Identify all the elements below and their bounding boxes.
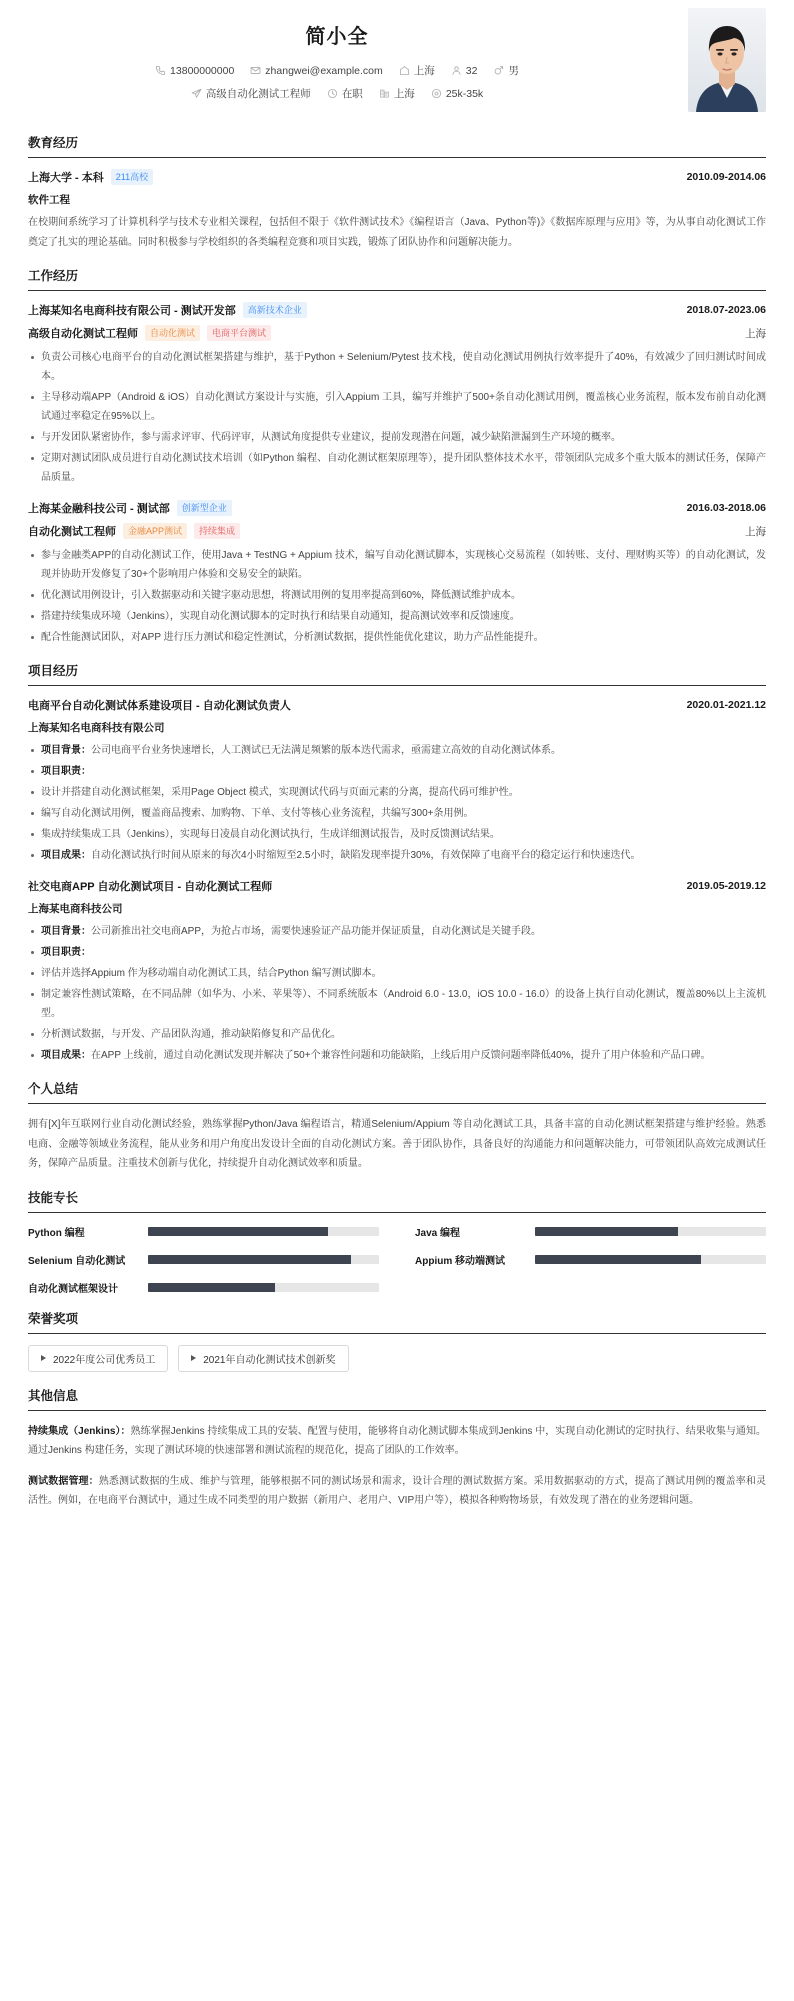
skill-row (28, 1280, 379, 1295)
contact-item (155, 65, 234, 77)
project-company: 上海某知名电商科技有限公司 (28, 722, 165, 734)
send-icon (191, 88, 202, 99)
section-title-work: 工作经历 (28, 266, 766, 291)
bullet-text: 分析测试数据，与开发、产品团队沟通，推动缺陷修复和产品优化。 (41, 1029, 341, 1040)
play-triangle-icon (191, 1355, 196, 1361)
skill-name: Appium 移动端测试 (415, 1255, 505, 1267)
bullet-text: 设计并搭建自动化测试框架，采用Page Object 模式，实现测试代码与页面元素的分离，提高代码可维护性。 (41, 787, 519, 798)
project-bullet (28, 783, 766, 802)
contact-text: zhangwei@example.com (265, 64, 383, 77)
work-entry-header (28, 302, 766, 318)
section-work (28, 266, 766, 647)
skills-grid (28, 1224, 766, 1295)
project-bullet (28, 943, 766, 962)
bullet-label: 项目职责： (41, 947, 91, 958)
project-bullet-list (28, 741, 766, 865)
phone-icon (155, 65, 166, 76)
project-entry-header (28, 697, 766, 713)
job-meta-text: 高级自动化测试工程师 (205, 88, 311, 100)
salary-icon (431, 88, 442, 99)
work-entry-header (28, 500, 766, 516)
bullet-text: 集成持续集成工具（Jenkins），实现每日凌晨自动化测试执行，生成详细测试报告，及时反馈测试结果。 (41, 829, 500, 840)
skill-name: Python 编程 (28, 1227, 85, 1239)
project-bullet (28, 1046, 766, 1065)
location-icon (399, 65, 410, 76)
project-name: 电商平台自动化测试体系建设项目 - 自动化测试负责人 (28, 700, 291, 712)
city-icon (379, 88, 390, 99)
school-name: 上海大学 - 本科 (28, 172, 104, 184)
project-date: 2020.01-2021.12 (686, 699, 766, 711)
other-info-label: 持续集成（Jenkins）： (28, 1425, 131, 1437)
page-title: 简小全 (305, 26, 369, 48)
project-bullet (28, 762, 766, 781)
mail-icon (250, 65, 261, 76)
job-meta-item (379, 86, 415, 101)
work-entry (28, 500, 766, 647)
job-title: 高级自动化测试工程师 (28, 328, 138, 340)
other-info-text: 熟练掌握Jenkins 持续集成工具的安装、配置与使用，能够将自动化测试脚本集成到Jenkins 中，实现自动化测试的定时执行、结果收集与通知。通过Jenkins 构建任务，实现了测试环境的快速部署和测试流程的规范化，提高了团队的工作效率。 (28, 1425, 766, 1456)
work-bullet: 参与金融类APP的自动化测试工作，使用Java + TestNG + Appium 技术，编写自动化测试脚本，实现核心交易流程（如转账、支付、理财购买等）的自动化测试，发现并协助开发修复了30+个影响用户体验和交易安全的缺陷。 (28, 546, 766, 584)
skill-bar (148, 1227, 379, 1236)
work-bullet: 与开发团队紧密协作，参与需求评审、代码评审，从测试角度提供专业建议，提前发现潜在问题，减少缺陷泄漏到生产环境的概率。 (28, 428, 766, 447)
section-title-education: 教育经历 (28, 133, 766, 158)
status-icon (327, 88, 338, 99)
education-entry (28, 169, 766, 252)
project-entry (28, 697, 766, 865)
gender-icon (493, 65, 504, 76)
bullet-label: 项目成果： (41, 850, 91, 861)
contact-text: 13800000000 (170, 64, 235, 77)
skill-bar-fill (535, 1227, 678, 1236)
tag-badge: 211高校 (111, 169, 153, 184)
project-bullet (28, 846, 766, 865)
work-bullet: 定期对测试团队成员进行自动化测试技术培训（如Python 编程、自动化测试框架原理等），提升团队整体技术水平，带领团队完成多个重大版本的测试任务，保障产品质量。 (28, 449, 766, 487)
education-list (28, 169, 766, 252)
award-label: 2021年自动化测试技术创新奖 (203, 1354, 336, 1366)
section-skills (28, 1188, 766, 1295)
job-meta-text: 在职 (341, 88, 363, 100)
awards-list (28, 1345, 766, 1372)
tag-badge: 持续集成 (194, 523, 240, 538)
job-meta-item (327, 86, 363, 101)
project-bullet-list (28, 922, 766, 1065)
work-role-left (28, 523, 240, 539)
tag-badge: 电商平台测试 (207, 325, 271, 340)
work-entry (28, 302, 766, 487)
tag-badge: 创新型企业 (177, 500, 232, 515)
skill-row (415, 1224, 766, 1239)
avatar (688, 8, 766, 112)
bullet-text: 公司新推出社交电商APP，为抢占市场，需要快速验证产品功能并保证质量，自动化测试是关键手段。 (91, 926, 542, 937)
skill-bar-fill (535, 1255, 701, 1264)
work-bullet: 搭建持续集成环境（Jenkins），实现自动化测试脚本的定时执行和结果自动通知，提高测试效率和反馈速度。 (28, 607, 766, 626)
skill-row (28, 1224, 379, 1239)
contact-item (250, 65, 382, 77)
project-date: 2019.05-2019.12 (686, 880, 766, 892)
work-role-left (28, 325, 271, 341)
summary-text: 拥有[X]年互联网行业自动化测试经验，熟练掌握Python/Java 编程语言，精通Selenium/Appium 等自动化测试工具，具备丰富的自动化测试框架搭建与维护经验。熟悉电商、金融等领域业务流程，能从业务和用户角度出发设计全面的自动化测试方案。善于团队协作，具备良好的沟通能力和问题解决能力，可带领团队高效完成测试任务，保障产品质量。注重技术创新与优化，持续提升自动化测试效率和质量。 (28, 1119, 766, 1169)
job-meta-item (431, 88, 483, 100)
skill-bar (148, 1283, 379, 1292)
tag-badge: 高新技术企业 (243, 302, 307, 317)
skill-row (28, 1252, 379, 1267)
other-info-list (28, 1422, 766, 1511)
skill-name: Selenium 自动化测试 (28, 1255, 126, 1267)
section-awards (28, 1309, 766, 1372)
skill-bar-fill (148, 1283, 275, 1292)
work-list (28, 302, 766, 647)
other-info-text: 熟悉测试数据的生成、维护与管理，能够根据不同的测试场景和需求，设计合理的测试数据方案。采用数据驱动的方式，提高了测试用例的覆盖率和灵活性。例如，在电商平台测试中，通过生成不同类型的用户数据（新用户、老用户、VIP用户等），模拟各种购物场景，有效发现了潜在的业务逻辑问题。 (28, 1475, 767, 1506)
company-name: 上海某知名电商科技有限公司 - 测试开发部 (28, 305, 236, 317)
bullet-label: 项目职责： (41, 766, 91, 777)
work-location: 上海 (745, 525, 766, 538)
job-meta-text: 上海 (393, 88, 415, 100)
work-bullet-list (28, 348, 766, 487)
work-bullet: 优化测试用例设计，引入数据驱动和关键字驱动思想，将测试用例的复用率提高到60%，降低测试维护成本。 (28, 586, 766, 605)
tag-badge: 自动化测试 (145, 325, 200, 340)
contact-item (493, 63, 519, 78)
section-projects (28, 661, 766, 1065)
work-date: 2016.03-2018.06 (686, 502, 766, 514)
contact-info-row (28, 63, 646, 78)
work-location: 上海 (745, 327, 766, 340)
bullet-text: 评估并选择Appium 作为移动端自动化测试工具，结合Python 编写测试脚本。 (41, 968, 382, 979)
project-list (28, 697, 766, 1065)
resume-header (28, 0, 766, 119)
age-icon (451, 65, 462, 76)
major-name: 软件工程 (28, 194, 70, 206)
project-company: 上海某电商科技公司 (28, 903, 123, 915)
company-name: 上海某金融科技公司 - 测试部 (28, 503, 170, 515)
award-label: 2022年度公司优秀员工 (53, 1354, 156, 1366)
education-entry-left (28, 169, 153, 185)
work-bullet: 配合性能测试团队，对APP 进行压力测试和稳定性测试，分析测试数据，提供性能优化建议，助力产品性能提升。 (28, 628, 766, 647)
skill-name: Java 编程 (415, 1227, 461, 1239)
work-date: 2018.07-2023.06 (686, 304, 766, 316)
project-entry (28, 878, 766, 1065)
bullet-text: 在APP 上线前，通过自动化测试发现并解决了50+个兼容性问题和功能缺陷，上线后用户反馈问题率降低40%，提升了用户体验和产品口碑。 (91, 1050, 711, 1061)
skill-name: 自动化测试框架设计 (28, 1283, 118, 1295)
project-bullet (28, 964, 766, 983)
job-meta-item (191, 86, 311, 101)
contact-text: 男 (508, 65, 519, 77)
other-info-item (28, 1422, 766, 1461)
skill-bar-fill (148, 1227, 328, 1236)
bullet-label: 项目成果： (41, 1050, 91, 1061)
award-chip[interactable] (178, 1345, 348, 1372)
project-bullet (28, 985, 766, 1023)
bullet-text: 公司电商平台业务快速增长，人工测试已无法满足频繁的版本迭代需求，亟需建立高效的自动化测试体系。 (91, 745, 561, 756)
other-info-item (28, 1472, 766, 1511)
award-chip[interactable] (28, 1345, 168, 1372)
project-name: 社交电商APP 自动化测试项目 - 自动化测试工程师 (28, 881, 273, 893)
education-date: 2010.09-2014.06 (686, 171, 766, 183)
bullet-text: 编写自动化测试用例，覆盖商品搜索、加购物、下单、支付等核心业务流程，共编写300+条用例。 (41, 808, 474, 819)
section-title-summary: 个人总结 (28, 1079, 766, 1104)
section-summary (28, 1079, 766, 1174)
other-info-label: 测试数据管理： (28, 1475, 99, 1487)
project-bullet (28, 741, 766, 760)
bullet-label: 项目背景： (41, 926, 91, 937)
tag-badge: 金融APP测试 (123, 523, 187, 538)
work-entry-left (28, 500, 232, 516)
job-meta-text: 25k-35k (445, 87, 484, 100)
work-role-row (28, 523, 766, 539)
section-title-projects: 项目经历 (28, 661, 766, 686)
job-meta-row (28, 86, 646, 101)
project-bullet (28, 825, 766, 844)
contact-text: 32 (465, 64, 478, 77)
project-bullet (28, 1025, 766, 1044)
header-center (28, 20, 766, 101)
contact-item (451, 65, 478, 77)
section-education (28, 133, 766, 252)
work-bullet: 主导移动端APP（Android & iOS）自动化测试方案设计与实施，引入Appium 工具，编写并维护了500+条自动化测试用例，覆盖核心业务流程，版本发布前自动化测试通过率稳定在95%以上。 (28, 388, 766, 426)
job-title: 自动化测试工程师 (28, 526, 116, 538)
skill-bar (535, 1255, 766, 1264)
project-entry-header (28, 878, 766, 894)
section-title-awards: 荣誉奖项 (28, 1309, 766, 1334)
skill-bar (148, 1255, 379, 1264)
work-entry-left (28, 302, 307, 318)
section-title-other: 其他信息 (28, 1386, 766, 1411)
skill-bar (535, 1227, 766, 1236)
bullet-text: 制定兼容性测试策略，在不同品牌（如华为、小米、苹果等）、不同系统版本（Android 6.0 - 13.0，iOS 10.0 - 16.0）的设备上执行自动化测试，覆盖80%以上主流机型。 (41, 989, 766, 1019)
bullet-text: 自动化测试执行时间从原来的每次4小时缩短至2.5小时，缺陷发现率提升30%，有效保障了电商平台的稳定运行和快速迭代。 (91, 850, 641, 861)
other-info-body (28, 1472, 766, 1511)
bullet-label: 项目背景： (41, 745, 91, 756)
contact-item (399, 63, 435, 78)
section-other (28, 1386, 766, 1511)
contact-text: 上海 (413, 65, 435, 77)
work-bullet-list (28, 546, 766, 647)
project-bullet (28, 804, 766, 823)
education-description: 在校期间系统学习了计算机科学与技术专业相关课程，包括但不限于《软件测试技术》《编程语言（Java、Python等)》《数据库原理与应用》等，为从事自动化测试工作奠定了扎实的理论基础。同时积极参与学校组织的各类编程竞赛和项目实践，锻炼了团队协作和问题解决能力。 (28, 217, 766, 248)
education-entry-header (28, 169, 766, 185)
skill-row (415, 1252, 766, 1267)
work-bullet: 负责公司核心电商平台的自动化测试框架搭建与维护，基于Python + Selenium/Pytest 技术栈，使自动化测试用例执行效率提升了40%，有效减少了回归测试时间成本。 (28, 348, 766, 386)
project-bullet (28, 922, 766, 941)
skill-bar-fill (148, 1255, 351, 1264)
work-role-row (28, 325, 766, 341)
other-info-body (28, 1422, 766, 1461)
play-triangle-icon (41, 1355, 46, 1361)
section-title-skills: 技能专长 (28, 1188, 766, 1213)
